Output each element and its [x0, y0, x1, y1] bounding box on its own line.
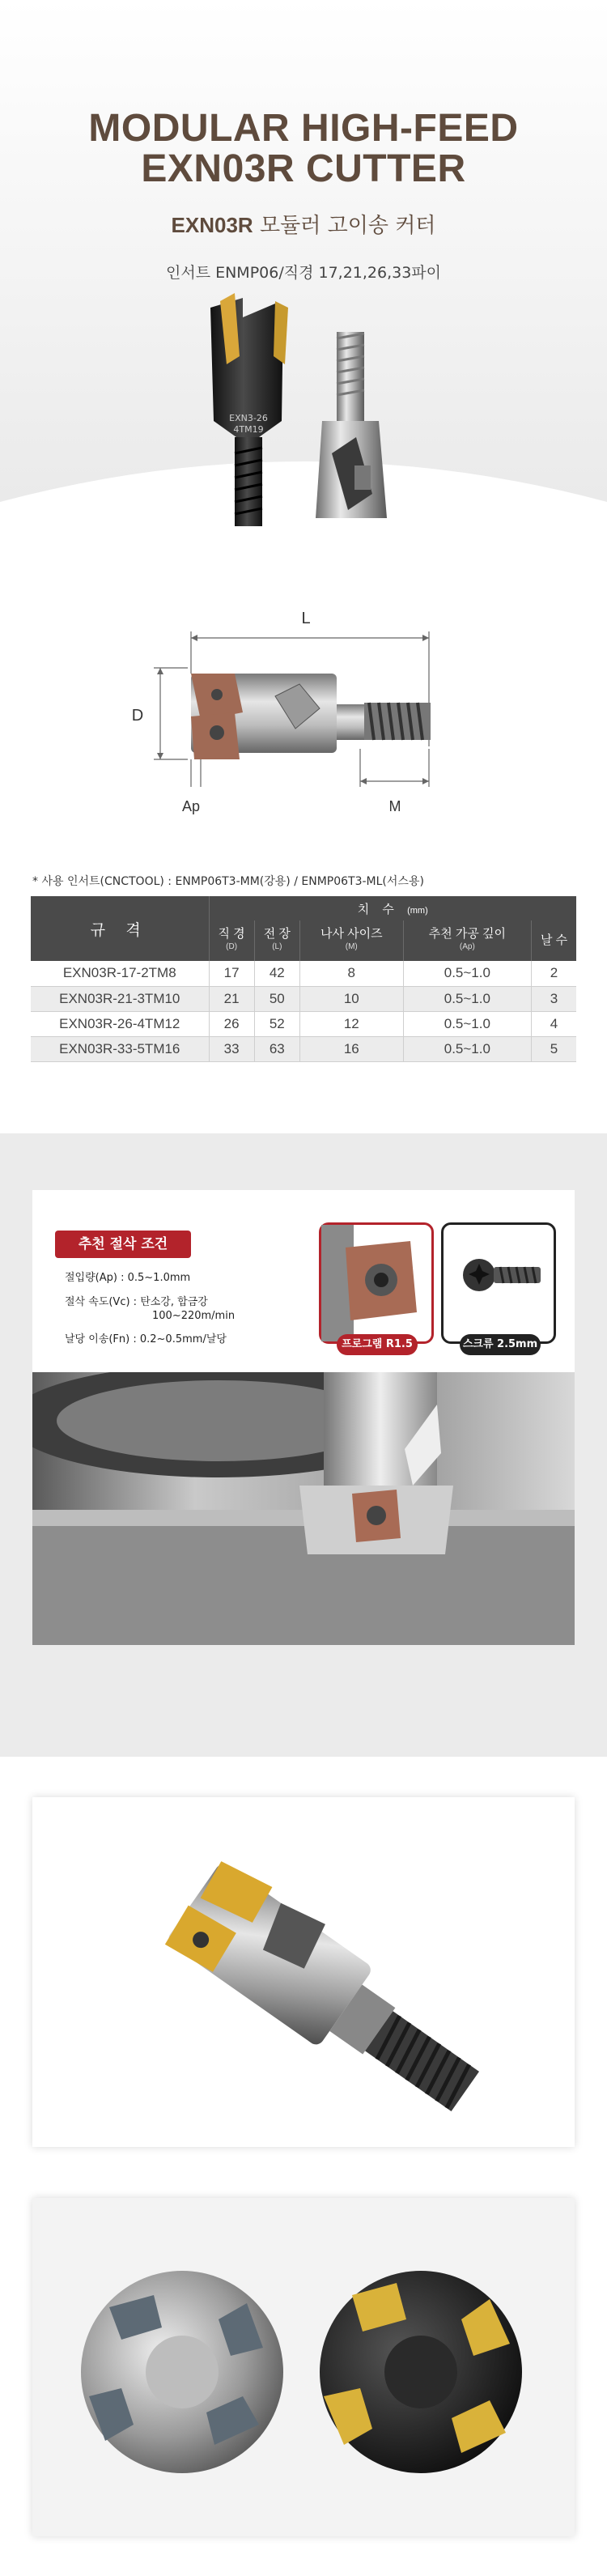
cell-ap: 0.5~1.0	[403, 1036, 531, 1061]
dimension-diagram	[0, 599, 607, 866]
header-length: 전 장 (L)	[254, 920, 299, 961]
insert-note: * 사용 인서트(CNCTOOL) : ENMP06T3-MM(강용) / ENMP06T3-ML(서스용)	[32, 875, 424, 888]
diagram-tool-image	[191, 674, 431, 759]
cell-z: 4	[532, 1011, 576, 1036]
spec-line: 인서트 ENMP06/직경 17,21,26,33파이	[165, 264, 442, 282]
cell-m: 12	[299, 1011, 403, 1036]
cutter-front-views	[32, 2198, 575, 2536]
conditions-card	[32, 1190, 575, 1645]
cell-z: 5	[532, 1036, 576, 1061]
label-diameter: D	[131, 707, 144, 725]
cell-m: 8	[299, 961, 403, 986]
label-length: L	[301, 610, 311, 627]
insert-tag: 프로그램 R1.5	[337, 1334, 418, 1355]
cell-ap: 0.5~1.0	[403, 986, 531, 1011]
machining-photo	[32, 1372, 575, 1645]
insert-thumbnail	[319, 1222, 434, 1344]
tool-marking-2: 4TM19	[233, 424, 264, 435]
black-face-image	[320, 2271, 522, 2473]
torx-screw-icon	[444, 1225, 554, 1341]
header-diameter: 직 경 (D)	[209, 920, 254, 961]
tool-marking-1: EXN3-26	[229, 413, 268, 423]
cell-l: 52	[254, 1011, 299, 1036]
cell-l: 50	[254, 986, 299, 1011]
product-photo-side	[32, 1797, 575, 2147]
screw-thumbnail	[441, 1222, 556, 1344]
cell-m: 16	[299, 1036, 403, 1061]
cell-ap: 0.5~1.0	[403, 1011, 531, 1036]
cell-model: EXN03R-21-3TM10	[31, 986, 209, 1011]
subtitle	[0, 209, 607, 239]
cell-model: EXN03R-33-5TM16	[31, 1036, 209, 1061]
hero-background	[0, 0, 607, 599]
header-dimension: 치 수 (mm)	[209, 896, 576, 920]
conditions-title: 추천 절삭 조건	[55, 1231, 191, 1258]
table-row	[31, 1036, 576, 1061]
product-photo-front	[32, 2198, 575, 2536]
cell-l: 63	[254, 1036, 299, 1061]
label-m: M	[388, 798, 401, 814]
insert-thumbnail-icon	[321, 1225, 431, 1341]
conditions-band	[0, 1133, 607, 1757]
subtitle-model: EXN03R	[171, 213, 253, 237]
table-row	[31, 961, 576, 986]
cell-model: EXN03R-26-4TM12	[31, 1011, 209, 1036]
cell-ap: 0.5~1.0	[403, 961, 531, 986]
cell-l: 42	[254, 961, 299, 986]
header-thread: 나사 사이즈 (M)	[299, 920, 403, 961]
cell-d: 17	[209, 961, 254, 986]
condition-feed: 날당 이송(Fn) : 0.2~0.5mm/날당	[65, 1333, 227, 1345]
spec-table	[31, 896, 576, 1062]
cell-z: 3	[532, 986, 576, 1011]
cell-d: 21	[209, 986, 254, 1011]
condition-depth: 절입량(Ap) : 0.5~1.0mm	[65, 1272, 191, 1284]
gold-cutter-image	[32, 1797, 575, 2147]
table-row	[31, 1011, 576, 1036]
header-depth: 추천 가공 깊이 (Ap)	[403, 920, 531, 961]
subtitle-text: 모듈러 고이송 커터	[259, 214, 436, 238]
screw-tag: 스크류 2.5mm	[460, 1334, 541, 1355]
cell-d: 26	[209, 1011, 254, 1036]
hero-section	[0, 0, 607, 599]
cell-m: 10	[299, 986, 403, 1011]
silver-face-image	[81, 2271, 283, 2473]
title-line-2: EXN03R CUTTER	[141, 147, 466, 190]
cell-d: 33	[209, 1036, 254, 1061]
header-flutes: 날 수	[532, 920, 576, 961]
table-row	[31, 986, 576, 1011]
cell-model: EXN03R-17-2TM8	[31, 961, 209, 986]
label-ap: Ap	[181, 798, 201, 814]
title-line-1: MODULAR HIGH-FEED	[88, 107, 519, 150]
condition-speed: 절삭 속도(Vc) : 탄소강, 합금강 100~220m/min	[65, 1296, 236, 1322]
header-spec: 규 격	[31, 896, 209, 961]
cell-z: 2	[532, 961, 576, 986]
